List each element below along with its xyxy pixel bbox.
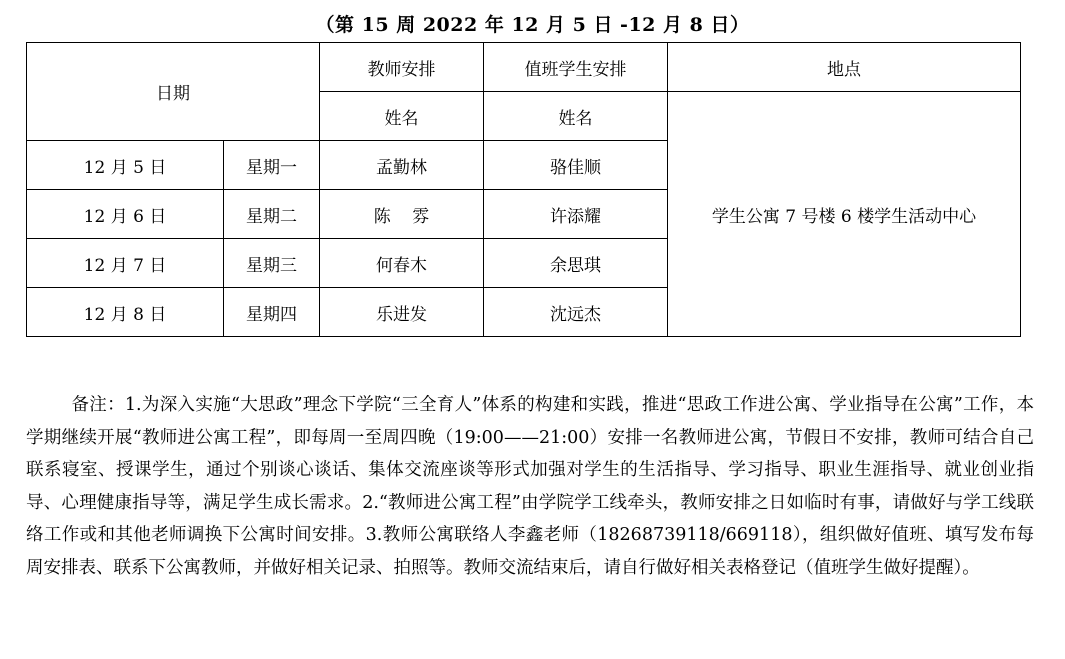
teacher-cell: 孟勤林 [320,141,484,190]
weekday-cell: 星期二 [224,190,320,239]
subheader-teacher-name: 姓名 [320,92,484,141]
student-cell: 骆佳顺 [484,141,668,190]
header-row [27,43,1021,92]
schedule-title: （第 15 周 2022 年 12 月 5 日 -12 月 8 日） [315,14,750,36]
student-cell: 许添耀 [484,190,668,239]
student-cell: 沈远杰 [484,288,668,337]
weekday-cell: 星期一 [224,141,320,190]
date-cell: 12 月 7 日 [27,239,224,288]
date-cell: 12 月 5 日 [27,141,224,190]
schedule-table [26,42,1021,337]
weekday-cell: 星期四 [224,288,320,337]
header-location: 地点 [668,43,1021,92]
header-date: 日期 [27,43,320,141]
teacher-cell: 乐进发 [320,288,484,337]
remarks [26,389,1034,584]
remarks-text: 备注：1.为深入实施“大思政”理念下学院“三全育人”体系的构建和实践，推进“思政工作进公寓、学业指导在公寓”工作，本学期继续开展“教师进公寓工程”，即每周一至周四晚（19:00——21:00）安排一名教师进公寓，节假日不安排，教师可结合自己联系寝室、授课学生，通过个别谈心谈话、集体交流座谈等形式加强对学生的生活指导、学习指导、职业生涯指导、就业创业指导、心理健康指导等，满足学生成长需求。2.“教师进公寓工程”由学院学工线牵头，教师安排之日如临时有事，请做好与学工线联络工作或和其他老师调换下公寓时间安排。3.教师公寓联络人李鑫老师（18268739118/669118），组织做好值班、填写发布每周安排表、联系下公寓教师，并做好相关记录、拍照等。教师交流结束后，请自行做好相关表格登记（值班学生做好提醒）。 [26,395,1034,578]
weekday-cell: 星期三 [224,239,320,288]
student-cell: 余思琪 [484,239,668,288]
teacher-cell: 何春木 [320,239,484,288]
subheader-student-name: 姓名 [484,92,668,141]
date-cell: 12 月 6 日 [27,190,224,239]
header-teacher: 教师安排 [320,43,484,92]
teacher-cell: 陈 雰 [320,190,484,239]
date-cell: 12 月 8 日 [27,288,224,337]
header-student: 值班学生安排 [484,43,668,92]
location-cell: 学生公寓 7 号楼 6 楼学生活动中心 [668,92,1021,337]
